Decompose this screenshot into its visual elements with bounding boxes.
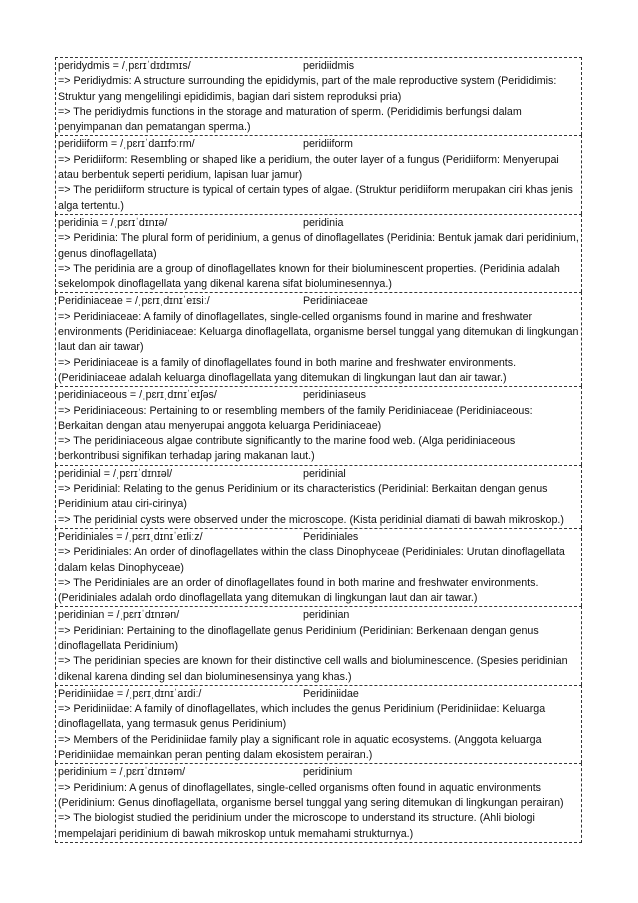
entry-head <box>58 530 579 545</box>
entry-peridinium <box>55 763 582 842</box>
definition-text: => Peridinian: Pertaining to the dinoflagellate genus Peridinium (Peridinian: Berkenaan dengan genus dinoflagellata Peridinium) <box>58 624 539 652</box>
headword-term: peridinium <box>303 766 353 779</box>
entry-head <box>58 687 579 702</box>
entry-head <box>58 388 579 403</box>
entry-head <box>58 59 579 74</box>
entry-head <box>58 137 579 152</box>
entry-head <box>58 467 579 482</box>
entry-head <box>58 294 579 309</box>
example-text: => The peridinia are a group of dinoflagellates known for their bioluminescent properties. (Peridinia adalah sekelompok dinoflagellata yang dikenal karena sifat bioluminesennya.) <box>58 262 560 291</box>
headword-pronunciation: peridiiform = /ˌpɛrɪˈdaɪɪfɔːrm/ <box>58 138 195 151</box>
example-text: => The peridiniaceous algae contribute significantly to the marine food web. (Alga peridiniaceous berkontribusi signifikan terhadap jaring makanan laut.) <box>58 435 516 463</box>
headword-term: Peridiniales <box>303 530 359 543</box>
example-text: => The biologist studied the peridinium under the microscope to understand its structure. (Ahli biologi mempelajari peridinium di bawah mikroskop untuk memahami strukturnya.) <box>58 812 535 840</box>
definition-text: => Peridinium: A genus of dinoflagellates, single-celled organisms often found in aquatic environments (Peridinium: Genus dinoflagellata, organisme bersel tunggal yang sering ditemukan di lingkungan perairan) <box>58 781 564 809</box>
headword-pronunciation: peridiniaceous = /ˌpɛrɪˌdɪnɪˈeɪʃəs/ <box>58 389 217 402</box>
entry-peridinian <box>55 606 582 684</box>
headword-pronunciation: peridinia = /ˌpɛrɪˈdɪnɪə/ <box>58 216 168 229</box>
headword-pronunciation: peridinian = /ˌpɛrɪˈdɪnɪən/ <box>58 609 180 622</box>
entry-head <box>58 765 579 780</box>
definition-text: => Peridiydmis: A structure surrounding the epididymis, part of the male reproductive system (Perididimis: Struktur yang mengelilingi epididimis, bagian dari sistem reproduksi pria) <box>58 75 557 103</box>
headword-term: peridiidmis <box>303 60 355 72</box>
headword-pronunciation: peridinium = /ˌpɛrɪˈdɪnɪəm/ <box>58 766 186 779</box>
entry-peridinial <box>55 465 582 528</box>
entry-peridiniaceae <box>55 292 582 386</box>
headword-term: Peridiniidae <box>303 687 359 700</box>
example-text: => The peridinian species are known for their distinctive cell walls and bioluminescence. (Spesies peridinian dikenal karena dinding sel dan bioluminesensinya yang khas.) <box>58 655 568 683</box>
headword-pronunciation: Peridiniidae = /ˌpɛrɪˌdɪnɪˈaɪdiː/ <box>58 687 202 700</box>
entry-peridiiform <box>55 135 582 213</box>
example-text: => The peridinial cysts were observed under the microscope. (Kista peridinial diamati di bawah mikroskop.) <box>58 513 564 526</box>
example-text: => Members of the Peridiniidae family play a significant role in aquatic ecosystems. (Anggota keluarga Peridiniidae memainkan peran penting dalam ekosistem perairan.) <box>58 733 542 762</box>
headword-term: peridinia <box>303 216 344 229</box>
example-text: => The Peridiniales are an order of dinoflagellates found in both marine and freshwater environments. (Peridiniales adalah ordo dinoflagellata yang ditemukan di lingkungan laut dan air tawar.) <box>58 576 539 605</box>
dictionary-page <box>55 57 582 843</box>
headword-pronunciation: Peridiniales = /ˌpɛrɪˌdɪnɪˈeɪliːz/ <box>58 530 203 543</box>
headword-pronunciation: peridydmis = /ˌpɛrɪˈdɪdɪmɪs/ <box>58 60 191 72</box>
headword-term: peridiiform <box>303 138 353 151</box>
entry-head <box>58 216 579 231</box>
entry-head <box>58 608 579 623</box>
definition-text: => Peridinia: The plural form of peridinium, a genus of dinoflagellates (Peridinia: Bentuk jamak dari peridinium, genus dinoflagellata) <box>58 232 579 260</box>
headword-term: peridiniaseus <box>303 389 366 402</box>
definition-text: => Peridiiform: Resembling or shaped like a peridium, the outer layer of a fungus (Peridiiform: Menyerupai atau berbentuk seperti peridium, lapisan luar jamur) <box>58 153 559 182</box>
entry-peridiniaceous <box>55 386 582 464</box>
entry-peridiydmis <box>55 57 582 135</box>
example-text: => The peridiiform structure is typical of certain types of algae. (Struktur peridiiform merupakan ciri khas jenis alga tertentu.) <box>58 184 573 212</box>
entry-peridiniales <box>55 528 582 606</box>
example-text: => Peridiniaceae is a family of dinoflagellates found in both marine and freshwater environments. (Peridiniaceae adalah keluarga dinoflagellata yang ditemukan di lingkungan laut dan air tawar.) <box>58 356 517 384</box>
headword-term: peridinial <box>303 467 346 480</box>
definition-text: => Peridiniaceous: Pertaining to or resembling members of the family Peridiniaceae (Peridiniaceous: Berkaitan dengan atau menyerupai anggota keluarga Peridiniaceae) <box>58 404 533 432</box>
headword-pronunciation: Peridiniaceae = /ˌpɛrɪˌdɪnɪˈeɪsiː/ <box>58 295 210 308</box>
definition-text: => Peridiniales: An order of dinoflagellates within the class Dinophyceae (Peridiniales: Urutan dinoflagellata dalam kelas Dinophyceae) <box>58 546 565 574</box>
definition-text: => Peridinial: Relating to the genus Peridinium or its characteristics (Peridinial: Berkaitan dengan genus Peridinium atau ciri-cirinya) <box>58 483 548 511</box>
entry-peridiniidae <box>55 685 582 763</box>
example-text: => The peridiydmis functions in the storage and maturation of sperm. (Perididimis berfungsi dalam penyimpanan dan pematangan sperma.) <box>58 105 522 134</box>
headword-term: Peridiniaceae <box>303 295 368 308</box>
headword-term: peridinian <box>303 609 350 622</box>
entry-peridinia <box>55 214 582 292</box>
definition-text: => Peridiniidae: A family of dinoflagellates, which includes the genus Peridinium (Peridiniidae: Keluarga dinoflagellata, yang termasuk genus Peridinium) <box>58 703 546 731</box>
definition-text: => Peridiniaceae: A family of dinoflagellates, single-celled organisms found in marine and freshwater environments (Peridiniaceae: Keluarga dinoflagellata, organisme bersel tunggal yang ditemukan di lingkungan laut dan air tawar) <box>58 310 579 354</box>
headword-pronunciation: peridinial = /ˌpɛrɪˈdɪnɪəl/ <box>58 467 173 480</box>
